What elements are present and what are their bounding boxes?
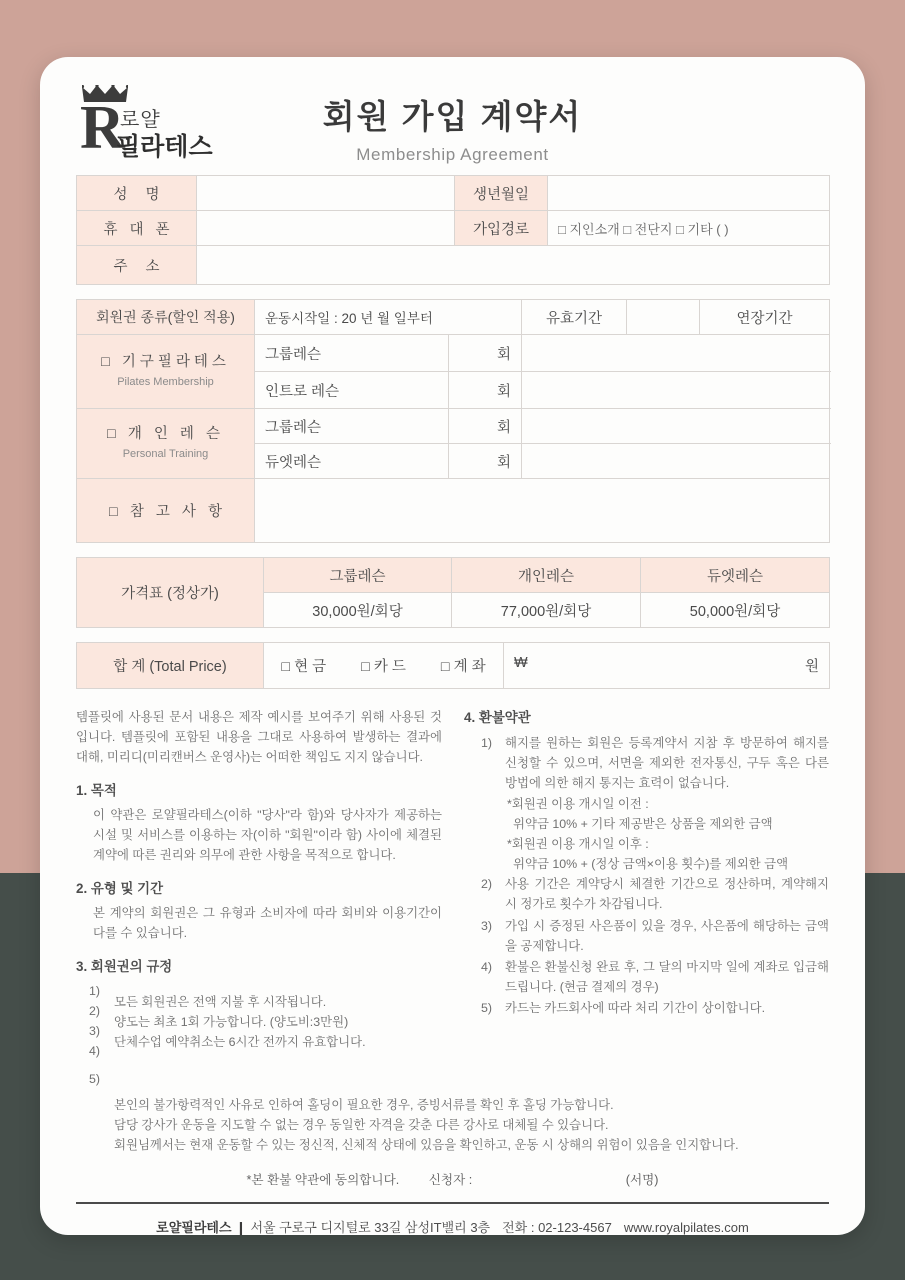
table-row [77, 558, 830, 593]
table-row [77, 211, 830, 246]
page-subtitle: Membership Agreement [356, 145, 549, 164]
personal-training-checkbox[interactable] [77, 409, 255, 479]
lesson-count-input[interactable] [522, 335, 830, 372]
total-price-label: 합 계 (Total Price) [77, 643, 264, 689]
refund-note-1-body: 위약금 10% + 기타 제공받은 상품을 제외한 금액 [513, 817, 773, 832]
terms-section-1-title: 1. 목적 [76, 783, 117, 799]
table-row [77, 479, 830, 543]
lesson-count-input[interactable] [522, 409, 830, 444]
document-header [76, 57, 829, 175]
page-title: 회원 가입 계약서 [322, 98, 583, 135]
list-number: 3) [481, 918, 493, 933]
membership-type-label: 회원권 종류(할인 적용) [77, 300, 255, 335]
list-item [481, 998, 829, 1018]
terms-section-3-list [76, 981, 442, 1093]
footer-phone: 전화 : 02-123-4567 [502, 1220, 612, 1235]
valid-period-label: 유효기간 [522, 300, 627, 335]
name-input[interactable] [197, 176, 455, 211]
terms-section-2-body: 본 계약의 회원권은 그 유형과 소비자에 따라 회비와 이용기간이 다를 수 있습니다. [93, 905, 442, 941]
price-table-label: 가격표 (정상가) [77, 558, 264, 628]
signature-line [76, 1169, 829, 1188]
terms-section [76, 707, 829, 1093]
notes-checkbox[interactable]: □ 참 고 사 항 [77, 479, 255, 543]
payment-cash-checkbox[interactable]: □ 현 금 [264, 643, 344, 689]
extend-period-label: 연장기간 [700, 300, 830, 335]
personal-training-sublabel: Personal Training [122, 447, 209, 460]
lesson-count-input[interactable] [522, 444, 830, 479]
payment-card-checkbox[interactable]: □ 카 드 [344, 643, 424, 689]
membership-table [76, 299, 830, 543]
footer [76, 1217, 829, 1235]
pilates-membership-sublabel: Pilates Membership [117, 375, 214, 388]
terms-left-column [76, 707, 442, 1093]
address-label: 주 소 [77, 246, 197, 285]
valid-period-input[interactable] [627, 300, 700, 335]
list-item: 담당 강사가 운동을 지도할 수 없는 경우 동일한 자격을 갖춘 다른 강사로 대체될 수 있습니다. [114, 1117, 609, 1132]
footer-address: 서울 구로구 디지털로 33길 삼성IT밸리 3층 [250, 1220, 491, 1235]
signup-route-label: 가입경로 [455, 211, 548, 246]
list-number: 2) [89, 1003, 101, 1018]
terms-section-3-title: 3. 회원권의 규정 [76, 959, 173, 975]
signup-route-checkboxes[interactable]: □ 지인소개 □ 전단지 □ 기타 ( ) [548, 211, 830, 246]
personal-info-table [76, 175, 830, 285]
list-item [481, 957, 829, 997]
list-number: 4) [481, 959, 493, 974]
lesson-name: 인트로 레슨 [255, 372, 449, 409]
list-number: 2) [481, 877, 493, 892]
pilates-membership-checkbox[interactable] [77, 335, 255, 409]
list-item [481, 874, 829, 914]
notes-input[interactable] [255, 479, 830, 543]
refund-note-2: *회원권 이용 개시일 이후 : [507, 837, 649, 852]
table-row [77, 335, 830, 372]
list-item [481, 733, 829, 793]
list-number: 3) [89, 1023, 101, 1038]
list-item: 본인의 불가항력적인 사유로 인하여 홀딩이 필요한 경우, 증빙서류를 확인 후 홀딩 가능합니다. [114, 1097, 614, 1112]
payment-account-checkbox[interactable]: □ 계 좌 [424, 643, 504, 689]
price-column-header: 그룹레슨 [264, 558, 452, 593]
disclaimer-text: 템플릿에 사용된 문서 내용은 제작 예시를 보여주기 위해 사용된 것입니다. 템플릿에 포함된 내용을 그대로 사용하여 발생하는 결과에 대해, 미리디(미리캔버스 운영사)는 어떠한 책임도 지지 않습니다. [76, 710, 442, 765]
lesson-name: 그룹레슨 [255, 409, 449, 444]
document-card [40, 57, 865, 1235]
list-number: 1) [481, 735, 493, 750]
logo-letter-r: R [80, 94, 125, 162]
lesson-unit: 회 [449, 372, 522, 409]
list-item: 단체수업 예약취소는 6시간 전까지 유효합니다. [114, 1034, 366, 1049]
list-item [481, 916, 829, 956]
list-number: 5) [481, 1000, 493, 1015]
terms-section-4-list [464, 733, 829, 1018]
table-row [77, 246, 830, 285]
price-column-header: 개인레슨 [452, 558, 641, 593]
agree-text: *본 환불 약관에 동의합니다. [246, 1173, 400, 1188]
lesson-name: 듀엣레슨 [255, 444, 449, 479]
footer-website[interactable]: www.royalpilates.com [623, 1220, 749, 1235]
lesson-unit: 회 [449, 335, 522, 372]
currency-symbol: ₩ [514, 655, 528, 671]
refund-note-2-body: 위약금 10% + (정상 금액×이용 횟수)를 제외한 금액 [513, 857, 789, 872]
terms-section-4-title: 4. 환불약관 [464, 710, 531, 725]
total-amount-input[interactable] [504, 643, 830, 689]
lesson-unit: 회 [449, 409, 522, 444]
start-date-field[interactable]: 운동시작일 : 20 년 월 일부터 [255, 300, 522, 335]
list-text: 카드는 카드회사에 따라 처리 기간이 상이합니다. [505, 1000, 766, 1015]
pilates-membership-label: □ 기구필라테스 [101, 354, 230, 371]
personal-training-label: □ 개 인 레 슨 [107, 426, 224, 443]
terms-section-3-wide-lines [76, 1095, 829, 1155]
terms-right-column [464, 707, 829, 1093]
table-row [77, 409, 830, 444]
price-value: 50,000원/회당 [641, 593, 830, 628]
logo-line-2: 필라테스 [116, 133, 213, 161]
terms-section-2-title: 2. 유형 및 기간 [76, 881, 164, 897]
table-row [77, 643, 830, 689]
lesson-name: 그룹레슨 [255, 335, 449, 372]
list-number: 1) [89, 983, 101, 998]
birthdate-input[interactable] [548, 176, 830, 211]
list-text: 가입 시 증정된 사은품이 있을 경우, 사은품에 해당하는 금액을 공제합니다. [505, 918, 829, 953]
logo-line-1: 로얄 [120, 109, 161, 131]
list-item: 모든 회원권은 전액 지불 후 시작됩니다. [114, 994, 327, 1009]
price-value: 77,000원/회당 [452, 593, 641, 628]
terms-section-1-body: 이 약관은 로얄필라테스(이하 "당사"라 함)와 당사자가 제공하는 시설 및 서비스를 이용하는 자(이하 "회원"이라 함) 사이에 체결된 계약에 따른 권리와 의무에 관한 사항을 목적으로 합니다. [93, 807, 442, 863]
list-item: 양도는 최초 1회 가능합니다. (양도비:3만원) [114, 1014, 349, 1029]
table-row [77, 176, 830, 211]
footer-brand: 로얄필라테스 [156, 1220, 232, 1235]
price-value: 30,000원/회당 [264, 593, 452, 628]
list-number: 4) [89, 1043, 101, 1058]
phone-input[interactable] [197, 211, 455, 246]
price-table [76, 557, 830, 628]
won-unit: 원 [804, 659, 819, 675]
table-row [77, 300, 830, 335]
list-text: 해지를 원하는 회원은 등록계약서 지참 후 방문하여 해지를 신청할 수 있으며, 서면을 제외한 전자통신, 구두 혹은 다른 방법에 의한 해지 통지는 효력이 없습니다. [505, 735, 829, 790]
list-item: 회원님께서는 현재 운동할 수 있는 정신적, 신체적 상태에 있음을 확인하고, 운동 시 상해의 위험이 있음을 인지합니다. [114, 1138, 739, 1153]
birthdate-label: 생년월일 [455, 176, 548, 211]
phone-label: 휴 대 폰 [77, 211, 197, 246]
footer-separator: ❙ [235, 1220, 247, 1235]
lesson-count-input[interactable] [522, 372, 830, 409]
name-label: 성 명 [77, 176, 197, 211]
lesson-unit: 회 [449, 444, 522, 479]
list-text: 사용 기간은 계약당시 체결한 기간으로 정산하며, 계약해지 시 정가로 횟수가 차감됩니다. [505, 877, 829, 912]
price-column-header: 듀엣레슨 [641, 558, 830, 593]
sign-mark: (서명) [625, 1173, 659, 1188]
address-input[interactable] [197, 246, 830, 285]
list-number: 5) [89, 1071, 101, 1086]
refund-note-1: *회원권 이용 개시일 이전 : [507, 796, 649, 811]
total-price-table [76, 642, 830, 689]
list-text: 환불은 환불신청 완료 후, 그 달의 마지막 일에 계좌로 입금해 드립니다. (현금 결제의 경우) [505, 959, 829, 994]
applicant-label[interactable]: 신청자 : [428, 1173, 473, 1188]
footer-divider [76, 1202, 829, 1204]
